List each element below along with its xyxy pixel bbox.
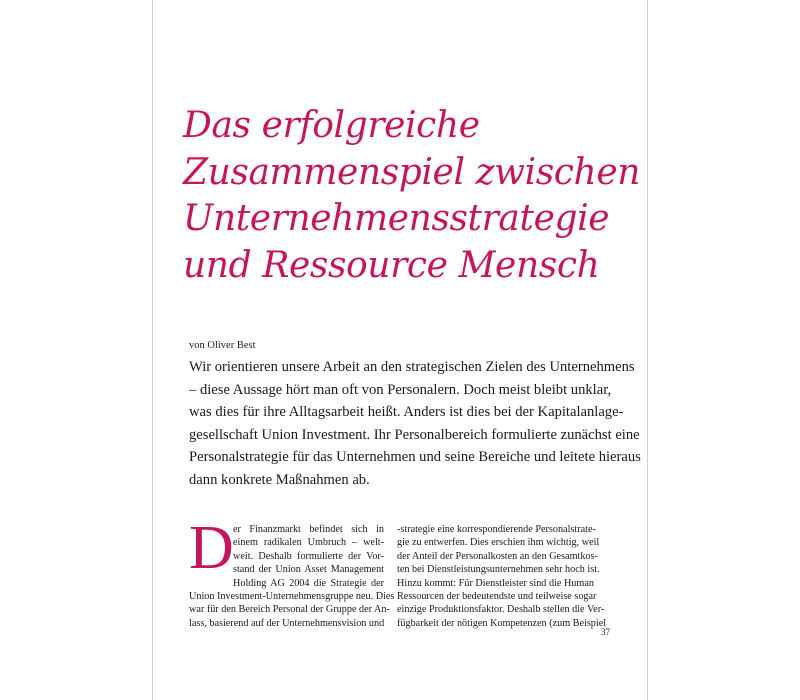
body-line: war für den Bereich Personal der Gruppe der An- (189, 604, 390, 616)
body-line: stand der Union Asset Management (233, 564, 384, 576)
body-line: der Anteil der Personalkosten an den Gesamtkos- (397, 550, 598, 562)
body-line: einem radikalen Umbruch – welt- (233, 537, 384, 549)
title-line: Unternehmensstrategie (183, 198, 610, 239)
drop-cap: D (189, 514, 234, 582)
body-line: er Finanzmarkt befindet sich in (233, 524, 384, 535)
body-column-right (397, 523, 607, 630)
body-line: Ressourcen der bedeutendste und teilweise sogar (397, 591, 597, 603)
body-column-left (189, 523, 395, 630)
page-number: 37 (601, 627, 610, 637)
body-line: ten bei Dienstleistungsunternehmen sehr hoch ist. (397, 564, 600, 576)
title-line: und Ressource Mensch (183, 244, 600, 286)
intro-line: Personalstrategie für das Unternehmen und seine Bereiche und leitete hieraus (189, 449, 641, 466)
body-line: weit. Deshalb formulierte der Vor- (233, 550, 384, 562)
body-line: einzige Produktionsfaktor. Deshalb stellen die Ver- (397, 604, 605, 616)
body-line: Union Investment-Unternehmensgruppe neu. Dies (189, 591, 395, 603)
body-line: Hinzu kommt: Für Dienstleister sind die Human (397, 577, 594, 589)
intro-line: gesellschaft Union Investment. Ihr Personalbereich formulierte zunächst eine (189, 426, 640, 443)
title-line: Zusammenspiel zwischen (183, 151, 641, 193)
body-line: fügbarkeit der nötigen Kompetenzen (zum Beispiel (397, 617, 607, 629)
body-line: -strategie eine korrespondierende Personalstrate- (397, 524, 596, 535)
intro-line: was dies für ihre Alltagsarbeit heißt. Anders ist dies bei der Kapitalanlage- (189, 404, 624, 421)
intro-paragraph (189, 356, 641, 492)
title-line: Das erfolgreiche (183, 105, 480, 146)
intro-line: dann konkrete Maßnahmen ab. (189, 471, 370, 488)
article-title (183, 103, 641, 289)
body-line: Holding AG 2004 die Strategie der (233, 577, 384, 589)
body-line: gie zu entwerfen. Dies erschien ihm wichtig, weil (397, 537, 600, 549)
body-line: lass, basierend auf der Unternehmensvision und (189, 617, 385, 629)
intro-line: – diese Aussage hört man oft von Personalern. Doch meist bleibt unklar, (189, 381, 612, 398)
intro-line: Wir orientieren unsere Arbeit an den strategischen Zielen des Unternehmens (189, 359, 635, 375)
author-byline: von Oliver Best (189, 340, 256, 351)
